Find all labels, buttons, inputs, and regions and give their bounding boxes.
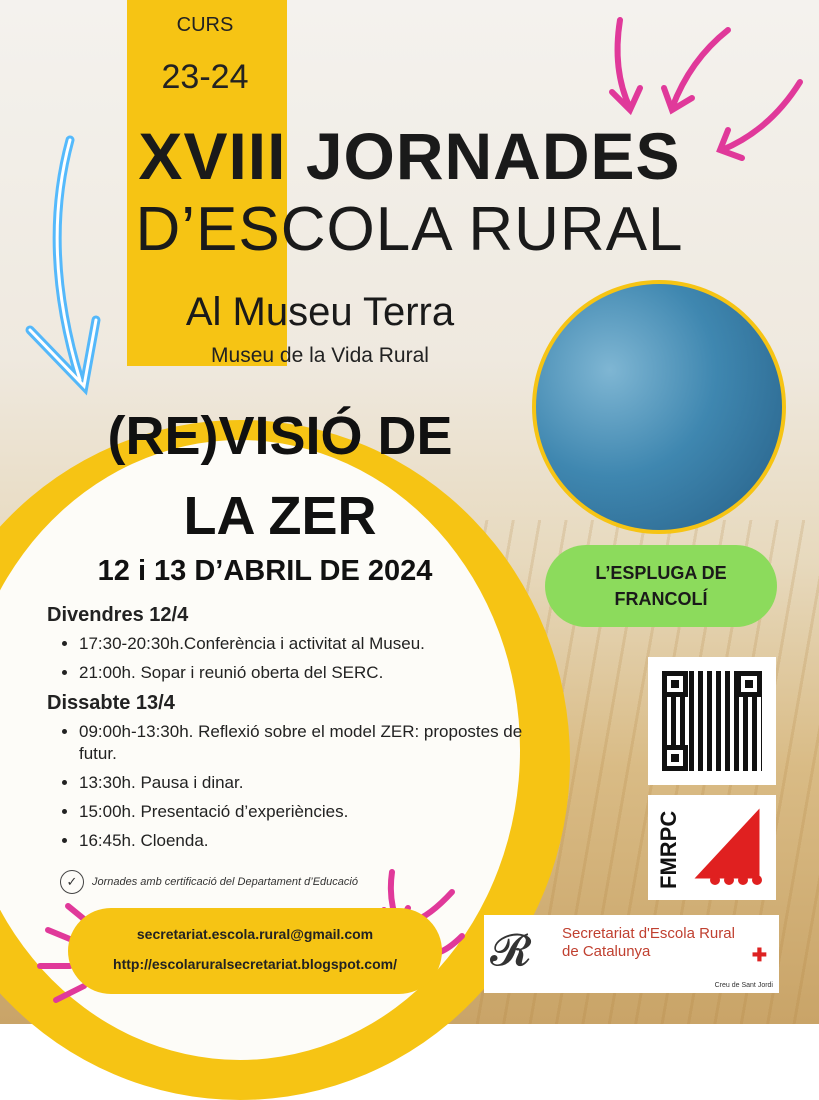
contact-pill [68, 908, 442, 994]
theme-title-line2: LA ZER [183, 486, 377, 546]
fmrpc-logo-text: FMRPC [656, 810, 681, 890]
fmrpc-triangle-icon [695, 809, 760, 879]
qr-finder [662, 745, 688, 771]
schedule-item: • 13:30h. Pausa i dinar. [79, 772, 527, 794]
serc-logo [484, 915, 779, 993]
location-line2: FRANCOLÍ [614, 589, 708, 609]
certified-check-icon: ✓ [60, 870, 84, 894]
page-title-line1: XVIII JORNADES [138, 119, 681, 193]
pink-arrow-icon [672, 30, 728, 108]
serc-name-line2: de Catalunya [562, 943, 651, 960]
schedule-list [47, 721, 527, 852]
location-badge [545, 545, 777, 627]
theme-title-line1: (RE)VISIÓ DE [107, 406, 453, 466]
contact-email[interactable]: secretariat.escola.rural@gmail.com [136, 926, 374, 942]
serc-footer: Creu de Sant Jordi [714, 982, 773, 989]
serc-name [562, 925, 762, 961]
schedule-item: • 21:00h. Sopar i reunió oberta del SERC. [79, 662, 527, 684]
venue-title: Al Museu Terra [185, 290, 455, 334]
blue-paper-photo [532, 280, 786, 534]
schedule-day-title: Dissabte 13/4 [47, 692, 175, 714]
location-line1: L’ESPLUGA DE [595, 563, 727, 583]
event-dates: 12 i 13 D’ABRIL DE 2024 [97, 555, 433, 587]
venue-subtitle: Museu de la Vida Rural [211, 344, 429, 367]
theme-title [40, 396, 520, 556]
curs-label: CURS [176, 14, 234, 36]
pink-arrow-icon [618, 20, 630, 108]
schedule-day-title: Divendres 12/4 [47, 604, 189, 626]
serc-name-line1: Secretariat d'Escola Rural [562, 925, 735, 942]
schedule-item: • 17:30-20:30h.Conferència i activitat al Museu. [79, 633, 527, 655]
serc-emblem-icon: 𝓡 [490, 925, 532, 976]
qr-code[interactable] [648, 657, 776, 785]
schedule-list [47, 633, 527, 684]
schedule-item: • 09:00h-13:30h. Reflexió sobre el model ZER: propostes de futur. [79, 721, 527, 765]
schedule-item: • 15:00h. Presentació d’experiències. [79, 801, 527, 823]
curs-year: 23-24 [161, 58, 249, 96]
fmrpc-logo [648, 795, 776, 900]
creu-sant-jordi-icon: ✚ [751, 945, 767, 965]
certification-text: Jornades amb certificació del Departament d’Educació [92, 876, 358, 888]
page-title-line2: D’ESCOLA RURAL [135, 195, 684, 264]
certification-note [60, 870, 460, 894]
schedule-item: • 16:45h. Cloenda. [79, 830, 527, 852]
contact-url[interactable]: http://escolaruralsecretariat.blogspot.com/ [113, 956, 397, 972]
qr-finder [662, 671, 688, 697]
fmrpc-dots-icon [710, 875, 762, 885]
qr-finder [736, 671, 762, 697]
schedule [47, 604, 527, 860]
